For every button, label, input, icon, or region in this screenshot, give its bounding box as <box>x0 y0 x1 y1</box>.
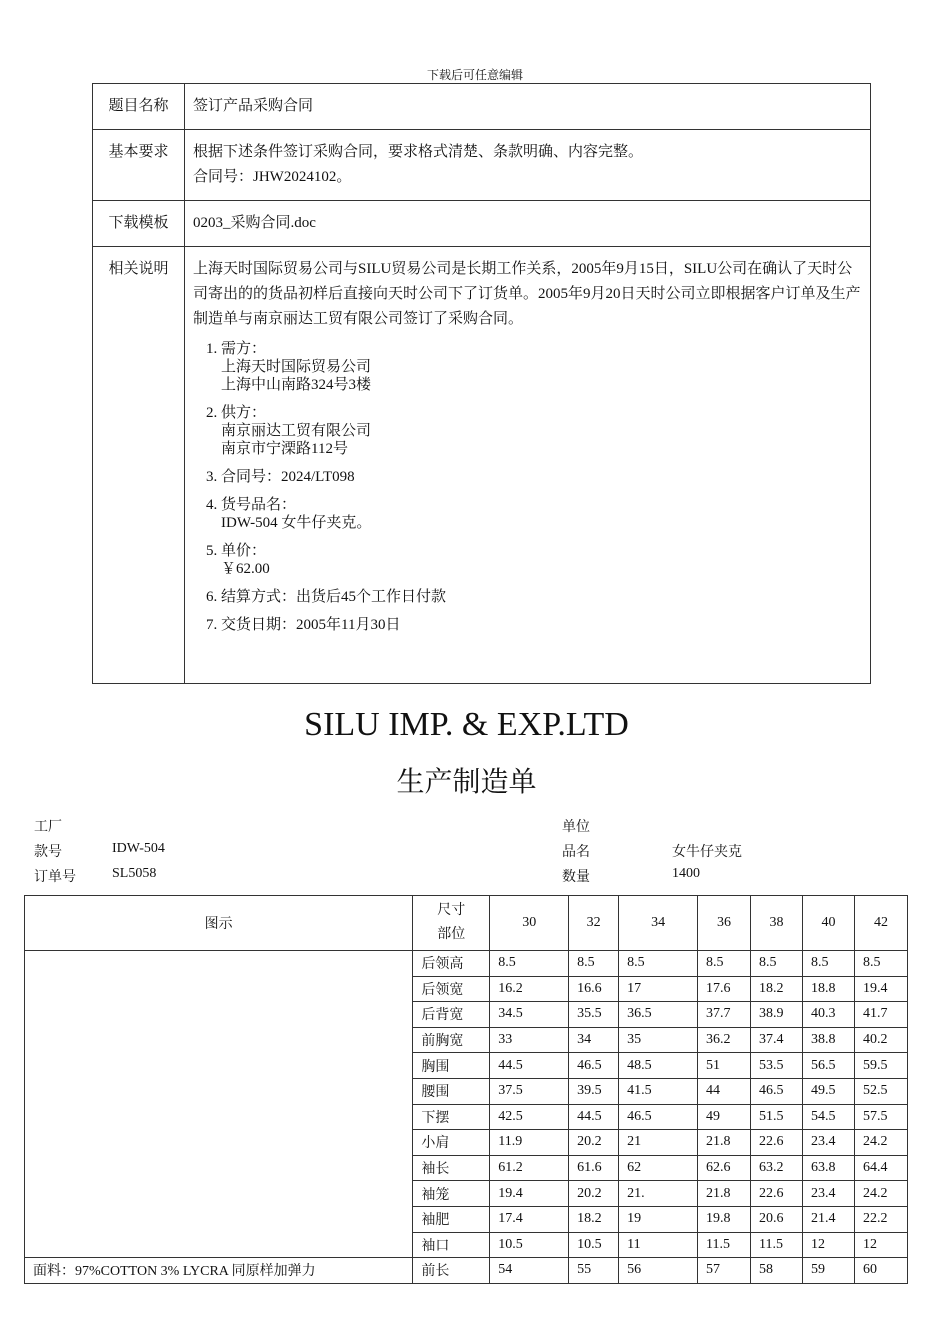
measurement-cell: 41.7 <box>854 1002 907 1028</box>
measurement-cell: 19.8 <box>698 1206 751 1232</box>
notes-item-line: ￥62.00 <box>221 561 270 577</box>
product-label: 品名 <box>562 845 590 860</box>
notes-item-line: 上海中山南路324号3楼 <box>221 377 372 393</box>
notes-item-line: 南京市宁溧路112号 <box>221 441 348 457</box>
measurement-cell: 16.2 <box>490 976 569 1002</box>
size-part-header <box>413 896 490 951</box>
measurement-cell: 61.2 <box>490 1155 569 1181</box>
measurement-cell: 33 <box>490 1027 569 1053</box>
style-value: IDW-504 <box>112 841 165 856</box>
measurement-cell: 55 <box>569 1258 619 1284</box>
measurement-cell: 18.2 <box>751 976 803 1002</box>
part-name: 下摆 <box>413 1104 490 1130</box>
measurement-cell: 49 <box>698 1104 751 1130</box>
measurement-cell: 59.5 <box>854 1053 907 1079</box>
spec-header-row <box>25 896 908 951</box>
measurement-cell: 8.5 <box>569 951 619 977</box>
measurement-cell: 10.5 <box>490 1232 569 1258</box>
notes-item-line: 上海天时国际贸易公司 <box>221 359 372 375</box>
measurement-cell: 21 <box>619 1130 698 1156</box>
part-header-line: 部位 <box>437 927 466 942</box>
notes-intro: 上海天时国际贸易公司与SILU贸易公司是长期工作关系，2005年9月15日，SILU公司在确认了天时公司寄出的的货品初样后直接向天时公司下了订货单。2005年9月20日天时公司立即根据客户订单及生产制造单与南京丽达工贸有限公司签订了采购合同。 <box>193 261 861 327</box>
size-header: 32 <box>569 896 619 951</box>
measurement-cell: 20.6 <box>751 1206 803 1232</box>
measurement-cell: 36.5 <box>619 1002 698 1028</box>
info-row-requirement <box>93 130 871 201</box>
notes-item-line: 南京丽达工贸有限公司 <box>221 423 372 439</box>
part-name: 前长 <box>413 1258 490 1284</box>
measurement-cell: 54.5 <box>802 1104 854 1130</box>
measurement-cell: 20.2 <box>569 1181 619 1207</box>
measurement-cell: 18.2 <box>569 1206 619 1232</box>
measurement-cell: 46.5 <box>751 1078 803 1104</box>
notes-item-line: 3. 合同号：2024/LT098 <box>221 469 355 485</box>
measurement-cell: 37.4 <box>751 1027 803 1053</box>
part-name: 前胸宽 <box>413 1027 490 1053</box>
measurement-cell: 35 <box>619 1027 698 1053</box>
order-value: SL5058 <box>112 866 157 881</box>
measurement-cell: 36.2 <box>698 1027 751 1053</box>
measurement-cell: 8.5 <box>802 951 854 977</box>
factory-label: 工厂 <box>34 820 62 835</box>
measurement-cell: 51.5 <box>751 1104 803 1130</box>
notes-item <box>221 340 862 394</box>
notes-item <box>221 468 862 486</box>
size-header: 34 <box>619 896 698 951</box>
part-name: 胸围 <box>413 1053 490 1079</box>
part-name: 后背宽 <box>413 1002 490 1028</box>
measurement-cell: 46.5 <box>569 1053 619 1079</box>
measurement-cell: 24.2 <box>854 1130 907 1156</box>
part-name: 小肩 <box>413 1130 490 1156</box>
notes-label: 相关说明 <box>93 247 185 684</box>
measurement-cell: 8.5 <box>619 951 698 977</box>
measurement-cell: 8.5 <box>751 951 803 977</box>
style-label: 款号 <box>34 845 62 860</box>
requirement-line1: 根据下述条件签订采购合同，要求格式清楚、条款明确、内容完整。 <box>193 144 644 160</box>
measurement-cell: 44 <box>698 1078 751 1104</box>
assignment-info-table <box>92 83 871 684</box>
qty-value: 1400 <box>672 866 700 881</box>
measurement-cell: 41.5 <box>619 1078 698 1104</box>
measurement-cell: 40.2 <box>854 1027 907 1053</box>
measurement-cell: 21. <box>619 1181 698 1207</box>
measurement-cell: 23.4 <box>802 1130 854 1156</box>
measurement-cell: 20.2 <box>569 1130 619 1156</box>
requirement-value <box>185 130 871 201</box>
measurement-cell: 11.9 <box>490 1130 569 1156</box>
measurement-cell: 18.8 <box>802 976 854 1002</box>
measurement-cell: 21.8 <box>698 1130 751 1156</box>
measurement-cell: 56.5 <box>802 1053 854 1079</box>
spec-body <box>25 951 908 1284</box>
size-header: 42 <box>854 896 907 951</box>
measurement-cell: 19.4 <box>854 976 907 1002</box>
topic-value: 签订产品采购合同 <box>185 84 871 130</box>
table-row <box>25 951 908 977</box>
part-name: 后领宽 <box>413 976 490 1002</box>
notes-item-line: 5. 单价： <box>221 543 267 559</box>
notes-value <box>185 247 871 684</box>
part-name: 腰围 <box>413 1078 490 1104</box>
qty-label: 数量 <box>562 870 590 885</box>
measurement-cell: 22.6 <box>751 1181 803 1207</box>
notes-item-line: IDW-504 女牛仔夹克。 <box>221 515 372 531</box>
measurement-cell: 12 <box>854 1232 907 1258</box>
measurement-cell: 11 <box>619 1232 698 1258</box>
notes-item <box>221 616 862 634</box>
measurement-cell: 53.5 <box>751 1053 803 1079</box>
measurement-cell: 42.5 <box>490 1104 569 1130</box>
measurement-cell: 11.5 <box>698 1232 751 1258</box>
measurement-cell: 54 <box>490 1258 569 1284</box>
fabric-note: 面料：97%COTTON 3% LYCRA 同原样加弹力 <box>25 1258 413 1284</box>
requirement-label: 基本要求 <box>93 130 185 201</box>
part-name: 后领高 <box>413 951 490 977</box>
measurement-cell: 11.5 <box>751 1232 803 1258</box>
size-header: 40 <box>802 896 854 951</box>
measurement-cell: 39.5 <box>569 1078 619 1104</box>
info-row-notes <box>93 247 871 684</box>
measurement-cell: 52.5 <box>854 1078 907 1104</box>
size-header: 36 <box>698 896 751 951</box>
diagram-header: 图示 <box>25 896 413 951</box>
measurement-cell: 19.4 <box>490 1181 569 1207</box>
form-title: 生产制造单 <box>396 767 537 798</box>
measurement-cell: 61.6 <box>569 1155 619 1181</box>
measurement-cell: 17 <box>619 976 698 1002</box>
notes-item-line: 7. 交货日期：2005年11月30日 <box>221 617 401 633</box>
measurement-cell: 12 <box>802 1232 854 1258</box>
measurement-cell: 16.6 <box>569 976 619 1002</box>
measurement-cell: 56 <box>619 1258 698 1284</box>
product-value: 女牛仔夹克 <box>672 845 742 860</box>
measurement-cell: 24.2 <box>854 1181 907 1207</box>
part-name: 袖笼 <box>413 1181 490 1207</box>
info-row-topic <box>93 84 871 130</box>
measurement-cell: 57 <box>698 1258 751 1284</box>
measurement-cell: 59 <box>802 1258 854 1284</box>
measurement-cell: 64.4 <box>854 1155 907 1181</box>
notes-item-line: 2. 供方： <box>221 405 267 421</box>
notes-item-line: 1. 需方： <box>221 341 267 357</box>
measurement-cell: 8.5 <box>854 951 907 977</box>
measurement-cell: 19 <box>619 1206 698 1232</box>
info-row-template <box>93 201 871 247</box>
part-name: 袖口 <box>413 1232 490 1258</box>
measurement-cell: 44.5 <box>569 1104 619 1130</box>
template-value: 0203_采购合同.doc <box>185 201 871 247</box>
company-name: SILU IMP. & EXP.LTD <box>304 706 629 743</box>
notes-item <box>221 404 862 458</box>
diagram-cell <box>25 951 413 1258</box>
measurement-cell: 40.3 <box>802 1002 854 1028</box>
measurement-cell: 38.8 <box>802 1027 854 1053</box>
measurement-cell: 37.7 <box>698 1002 751 1028</box>
part-name: 袖肥 <box>413 1206 490 1232</box>
notes-item <box>221 542 862 578</box>
measurement-cell: 38.9 <box>751 1002 803 1028</box>
template-label: 下载模板 <box>93 201 185 247</box>
size-header: 38 <box>751 896 803 951</box>
measurement-cell: 46.5 <box>619 1104 698 1130</box>
measurement-cell: 21.8 <box>698 1181 751 1207</box>
requirement-line2: 合同号：JHW2024102。 <box>193 169 352 185</box>
order-label: 订单号 <box>34 870 76 885</box>
notes-item-line: 6. 结算方式：出货后45个工作日付款 <box>221 589 447 605</box>
notes-list <box>193 340 862 634</box>
measurement-cell: 63.8 <box>802 1155 854 1181</box>
measurement-cell: 22.2 <box>854 1206 907 1232</box>
table-row <box>25 1258 908 1284</box>
size-spec-table <box>24 895 908 1284</box>
notes-item <box>221 496 862 532</box>
header-note: 下载后可任意编辑 <box>426 68 523 82</box>
measurement-cell: 34.5 <box>490 1002 569 1028</box>
unit-label: 单位 <box>562 820 590 835</box>
measurement-cell: 48.5 <box>619 1053 698 1079</box>
measurement-cell: 35.5 <box>569 1002 619 1028</box>
size-header-line: 尺寸 <box>437 903 466 918</box>
measurement-cell: 62 <box>619 1155 698 1181</box>
measurement-cell: 17.6 <box>698 976 751 1002</box>
measurement-cell: 22.6 <box>751 1130 803 1156</box>
part-name: 袖长 <box>413 1155 490 1181</box>
measurement-cell: 62.6 <box>698 1155 751 1181</box>
measurement-cell: 60 <box>854 1258 907 1284</box>
notes-item <box>221 588 862 606</box>
measurement-cell: 49.5 <box>802 1078 854 1104</box>
measurement-cell: 57.5 <box>854 1104 907 1130</box>
measurement-cell: 23.4 <box>802 1181 854 1207</box>
measurement-cell: 58 <box>751 1258 803 1284</box>
measurement-cell: 51 <box>698 1053 751 1079</box>
measurement-cell: 10.5 <box>569 1232 619 1258</box>
measurement-cell: 8.5 <box>698 951 751 977</box>
measurement-cell: 37.5 <box>490 1078 569 1104</box>
measurement-cell: 17.4 <box>490 1206 569 1232</box>
size-header: 30 <box>490 896 569 951</box>
measurement-cell: 44.5 <box>490 1053 569 1079</box>
measurement-cell: 34 <box>569 1027 619 1053</box>
measurement-cell: 21.4 <box>802 1206 854 1232</box>
measurement-cell: 8.5 <box>490 951 569 977</box>
notes-item-line: 4. 货号品名： <box>221 497 297 513</box>
topic-label: 题目名称 <box>93 84 185 130</box>
measurement-cell: 63.2 <box>751 1155 803 1181</box>
